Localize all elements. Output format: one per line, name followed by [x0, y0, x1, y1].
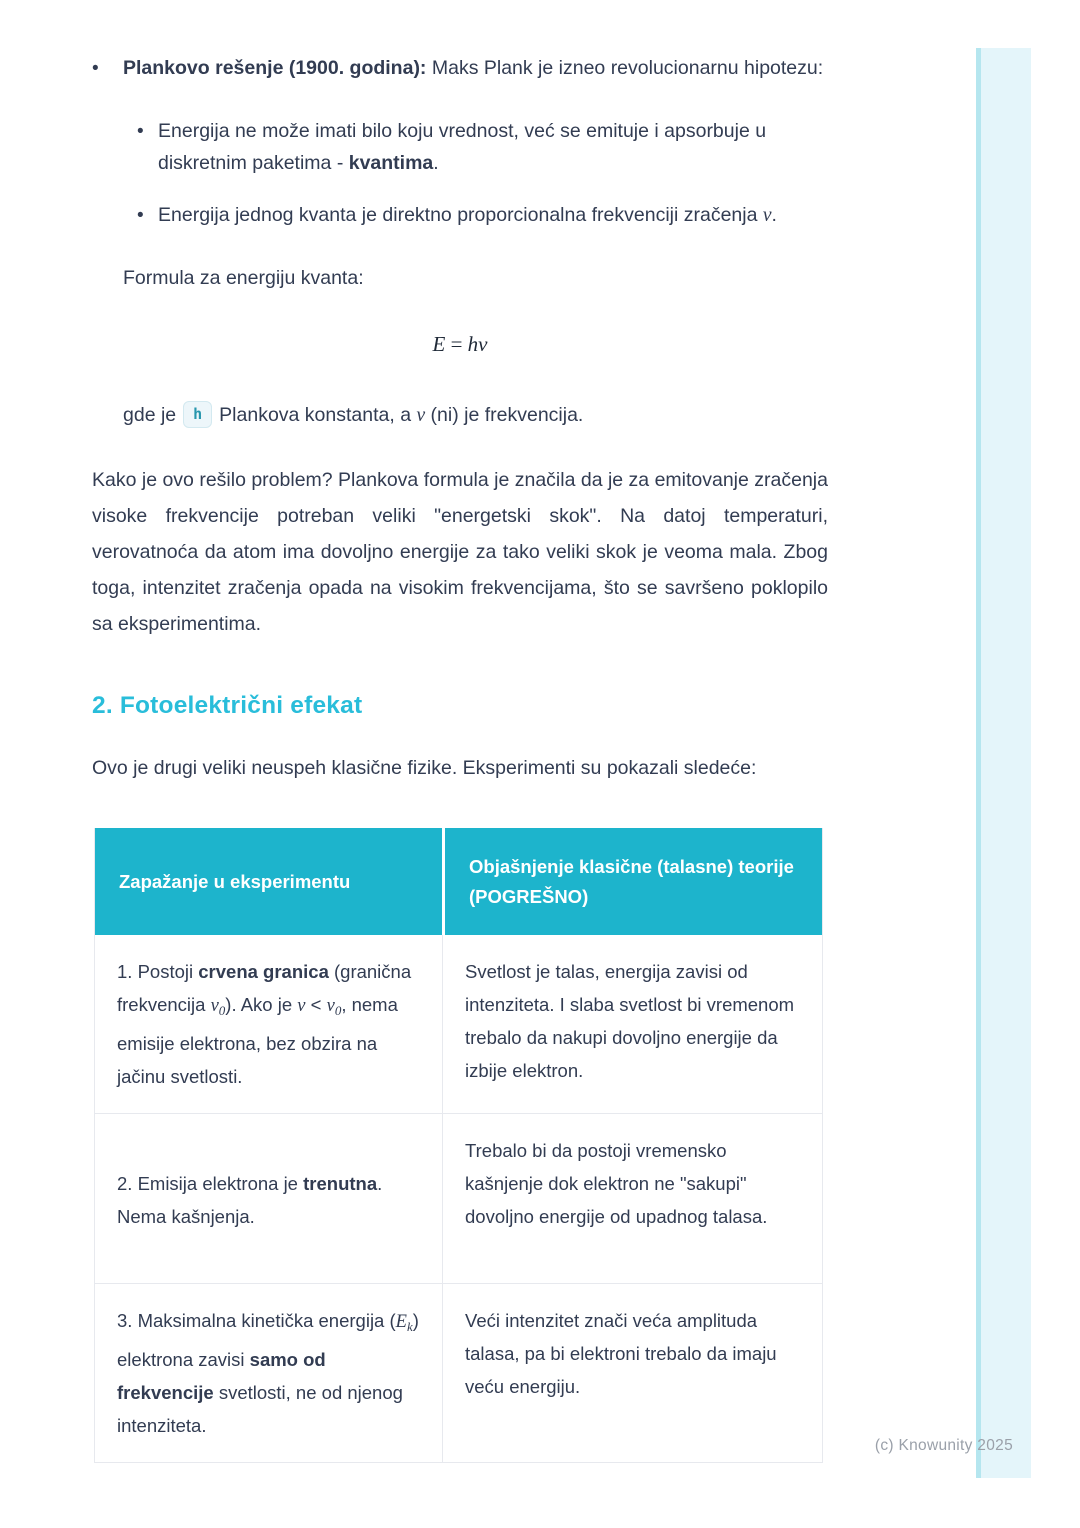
section-heading-photoelectric: 2. Fotoelektrični efekat — [92, 692, 363, 719]
watermark: (c) Knowunity 2025 — [874, 1437, 1013, 1454]
bullet-icon — [137, 115, 158, 179]
planck-constant-note: gde je h Plankova konstanta, a v (ni) je frekvencija. — [123, 399, 828, 432]
table-cell-observation-2: 2. Emisija elektrona je trenutna. Nema kašnjenja. — [117, 1173, 383, 1227]
sub-bullet-text-1: Energija ne može imati bilo koju vrednost, već se emituje i apsorbuje u diskretnim paketima - kvantima. — [158, 120, 767, 174]
main-bullet-item — [92, 52, 828, 85]
table-header-row — [95, 828, 822, 935]
table-header-observation: Zapažanje u eksperimentu — [95, 828, 442, 935]
sub-bullet-text-2: Energija jednog kvanta je direktno proporcionalna frekvenciji zračenja v. — [158, 204, 777, 226]
main-bullet-text: Plankovo rešenje (1900. godina): Maks Plank je izneo revolucionarnu hipotezu: — [123, 57, 824, 79]
table-row-2 — [95, 1114, 822, 1284]
energy-formula: E = hv — [432, 332, 488, 356]
paragraph-ovo: Ovo je drugi veliki neuspeh klasične fizike. Eksperimenti su pokazali sledeće: — [92, 757, 757, 779]
bullet-icon — [92, 52, 123, 85]
table-cell-observation-1: 1. Postoji crvena granica (granična frekvencija $v_0$). Ako je $v < v_0$, nema emisije elektrona, bez obzira na jačinu svetlosti. — [117, 961, 412, 1087]
table-cell-explanation-3: Veći intenzitet znači veća amplituda talasa, pa bi elektroni trebalo da imaju veću energiju. — [442, 1284, 822, 1462]
table-cell-explanation-2: Trebalo bi da postoji vremensko kašnjenje dok elektron ne "sakupi" dovoljno energije od upadnog talasa. — [442, 1114, 822, 1283]
sub-bullet-item-1 — [137, 115, 828, 179]
formula-label: Formula za energiju kvanta: — [123, 267, 364, 289]
table-cell-observation-3: 3. Maksimalna kinetička energija $(E_k)$ elektrona zavisi samo od frekvencije svetlosti, ne od njenog intenziteta. — [117, 1310, 419, 1436]
bullet-icon — [137, 199, 158, 232]
photoelectric-table — [94, 828, 823, 1463]
table-header-classical-theory: Objašnjenje klasične (talasne) teorije (POGREŠNO) — [442, 828, 822, 935]
table-row-1 — [95, 935, 822, 1114]
table-cell-explanation-1: Svetlost je talas, energija zavisi od intenziteta. I slaba svetlost bi vremenom trebalo da nakupi dovoljno energije da izbije elektron. — [442, 935, 822, 1113]
paragraph-kako: Kako je ovo rešilo problem? Plankova formula je značila da je za emitovanje zračenja visoke frekvencije potreban veliki "energetski skok". Na datoj temperaturi, verovatnoća da atom ima dovoljno energije za tako veliki skok je veoma mala. Zbog toga, intenzitet zračenja opada na visokim frekvencijama, što se savršeno poklopilo sa eksperimentima. — [92, 469, 828, 635]
table-row-3 — [95, 1284, 822, 1463]
sub-bullet-item-2 — [137, 199, 828, 232]
